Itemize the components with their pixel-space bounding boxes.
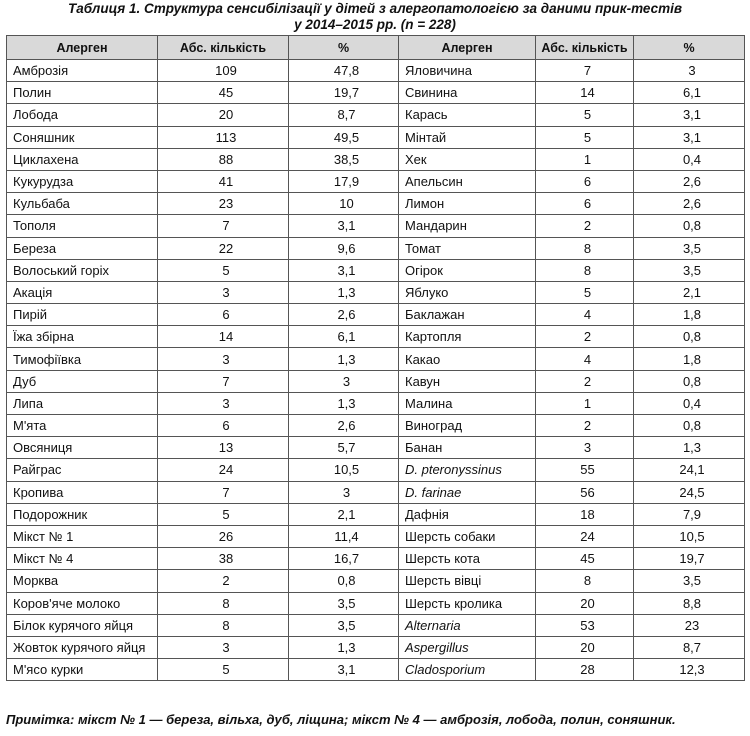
- count-cell: 56: [536, 481, 634, 503]
- table-body: [7, 60, 745, 681]
- percent-cell: 23: [634, 614, 745, 636]
- percent-cell: 47,8: [289, 60, 399, 82]
- percent-cell: 3,5: [289, 614, 399, 636]
- count-cell: 4: [536, 348, 634, 370]
- header-allergen-left: Алерген: [7, 36, 158, 60]
- percent-cell: 3,5: [634, 237, 745, 259]
- allergen-name-cell: Овсяниця: [7, 437, 158, 459]
- allergen-table: [6, 35, 745, 681]
- count-cell: 8: [158, 592, 289, 614]
- allergen-name-cell: D. pteronyssinus: [399, 459, 536, 481]
- count-cell: 7: [158, 370, 289, 392]
- count-cell: 5: [158, 259, 289, 281]
- percent-cell: 10,5: [289, 459, 399, 481]
- count-cell: 6: [536, 170, 634, 192]
- count-cell: 13: [158, 437, 289, 459]
- percent-cell: 3: [289, 481, 399, 503]
- table-row: [7, 548, 745, 570]
- allergen-name-cell: Свинина: [399, 82, 536, 104]
- allergen-name-cell: Банан: [399, 437, 536, 459]
- allergen-name-cell: Яловичина: [399, 60, 536, 82]
- count-cell: 2: [536, 326, 634, 348]
- count-cell: 45: [536, 548, 634, 570]
- table-row: [7, 614, 745, 636]
- percent-cell: 24,1: [634, 459, 745, 481]
- header-row: [7, 36, 745, 60]
- caption-line-2: у 2014–2015 рр. (n = 228): [294, 17, 456, 32]
- percent-cell: 19,7: [289, 82, 399, 104]
- percent-cell: 24,5: [634, 481, 745, 503]
- count-cell: 18: [536, 503, 634, 525]
- allergen-name-cell: Морква: [7, 570, 158, 592]
- allergen-name-cell: Соняшник: [7, 126, 158, 148]
- header-percent-right: %: [634, 36, 745, 60]
- percent-cell: 8,8: [634, 592, 745, 614]
- allergen-name-cell: Тимофіївка: [7, 348, 158, 370]
- percent-cell: 38,5: [289, 148, 399, 170]
- allergen-name-cell: Шерсть собаки: [399, 525, 536, 547]
- count-cell: 113: [158, 126, 289, 148]
- percent-cell: 7,9: [634, 503, 745, 525]
- percent-cell: 8,7: [289, 104, 399, 126]
- allergen-name-cell: Шерсть вівці: [399, 570, 536, 592]
- allergen-name-cell: Cladosporium: [399, 659, 536, 681]
- count-cell: 4: [536, 304, 634, 326]
- table-row: [7, 259, 745, 281]
- allergen-name-cell: Береза: [7, 237, 158, 259]
- count-cell: 23: [158, 193, 289, 215]
- allergen-name-cell: Мікст № 4: [7, 548, 158, 570]
- table-row: [7, 392, 745, 414]
- allergen-name-cell: Липа: [7, 392, 158, 414]
- count-cell: 8: [158, 614, 289, 636]
- table-row: [7, 215, 745, 237]
- percent-cell: 3,5: [289, 592, 399, 614]
- table-row: [7, 503, 745, 525]
- header-count-right: Абс. кількість: [536, 36, 634, 60]
- count-cell: 8: [536, 570, 634, 592]
- count-cell: 24: [158, 459, 289, 481]
- percent-cell: 49,5: [289, 126, 399, 148]
- percent-cell: 3: [634, 60, 745, 82]
- count-cell: 38: [158, 548, 289, 570]
- allergen-name-cell: Білок курячого яйця: [7, 614, 158, 636]
- allergen-name-cell: Кавун: [399, 370, 536, 392]
- allergen-name-cell: Дуб: [7, 370, 158, 392]
- count-cell: 5: [158, 659, 289, 681]
- count-cell: 3: [158, 636, 289, 658]
- count-cell: 3: [536, 437, 634, 459]
- allergen-name-cell: Картопля: [399, 326, 536, 348]
- percent-cell: 9,6: [289, 237, 399, 259]
- percent-cell: 1,3: [289, 636, 399, 658]
- allergen-name-cell: Кульбаба: [7, 193, 158, 215]
- percent-cell: 8,7: [634, 636, 745, 658]
- percent-cell: 5,7: [289, 437, 399, 459]
- count-cell: 24: [536, 525, 634, 547]
- percent-cell: 3,1: [289, 259, 399, 281]
- count-cell: 5: [158, 503, 289, 525]
- percent-cell: 3,1: [634, 126, 745, 148]
- header-percent-left: %: [289, 36, 399, 60]
- percent-cell: 0,8: [634, 415, 745, 437]
- count-cell: 3: [158, 392, 289, 414]
- percent-cell: 3,1: [634, 104, 745, 126]
- count-cell: 2: [536, 415, 634, 437]
- allergen-name-cell: Огірок: [399, 259, 536, 281]
- count-cell: 7: [536, 60, 634, 82]
- allergen-name-cell: Лобода: [7, 104, 158, 126]
- table-row: [7, 281, 745, 303]
- count-cell: 6: [158, 415, 289, 437]
- allergen-name-cell: Шерсть кролика: [399, 592, 536, 614]
- allergen-name-cell: Циклахена: [7, 148, 158, 170]
- table-row: [7, 592, 745, 614]
- header-allergen-right: Алерген: [399, 36, 536, 60]
- percent-cell: 2,6: [634, 170, 745, 192]
- table-note: Примітка: мікст № 1 — береза, вільха, дуб, ліщина; мікст № 4 — амброзія, лобода, полин, соняшник.: [6, 712, 676, 727]
- allergen-name-cell: Волоський горіх: [7, 259, 158, 281]
- allergen-name-cell: Кропива: [7, 481, 158, 503]
- table-row: [7, 459, 745, 481]
- percent-cell: 2,6: [289, 415, 399, 437]
- percent-cell: 1,3: [289, 348, 399, 370]
- percent-cell: 1,3: [289, 281, 399, 303]
- table-row: [7, 370, 745, 392]
- count-cell: 3: [158, 281, 289, 303]
- caption-line-1: Таблиця 1. Структура сенсибілізації у дітей з алергопатологією за даними прик-тестів: [68, 1, 682, 16]
- allergen-name-cell: Мінтай: [399, 126, 536, 148]
- allergen-name-cell: Яблуко: [399, 281, 536, 303]
- table-row: [7, 170, 745, 192]
- percent-cell: 2,6: [289, 304, 399, 326]
- table-row: [7, 525, 745, 547]
- allergen-name-cell: Шерсть кота: [399, 548, 536, 570]
- percent-cell: 11,4: [289, 525, 399, 547]
- count-cell: 5: [536, 104, 634, 126]
- count-cell: 22: [158, 237, 289, 259]
- percent-cell: 1,3: [634, 437, 745, 459]
- header-count-left: Абс. кількість: [158, 36, 289, 60]
- table-row: [7, 104, 745, 126]
- allergen-name-cell: М'ята: [7, 415, 158, 437]
- count-cell: 2: [158, 570, 289, 592]
- allergen-name-cell: Хек: [399, 148, 536, 170]
- count-cell: 109: [158, 60, 289, 82]
- percent-cell: 1,8: [634, 348, 745, 370]
- allergen-name-cell: Мікст № 1: [7, 525, 158, 547]
- count-cell: 2: [536, 370, 634, 392]
- count-cell: 26: [158, 525, 289, 547]
- allergen-name-cell: Акація: [7, 281, 158, 303]
- count-cell: 14: [536, 82, 634, 104]
- percent-cell: 0,8: [634, 215, 745, 237]
- table-row: [7, 348, 745, 370]
- percent-cell: 1,3: [289, 392, 399, 414]
- percent-cell: 6,1: [634, 82, 745, 104]
- table-row: [7, 326, 745, 348]
- count-cell: 41: [158, 170, 289, 192]
- count-cell: 55: [536, 459, 634, 481]
- count-cell: 7: [158, 481, 289, 503]
- percent-cell: 3,5: [634, 259, 745, 281]
- percent-cell: 3,1: [289, 659, 399, 681]
- count-cell: 3: [158, 348, 289, 370]
- allergen-name-cell: Пирій: [7, 304, 158, 326]
- count-cell: 8: [536, 237, 634, 259]
- percent-cell: 2,1: [634, 281, 745, 303]
- percent-cell: 3,1: [289, 215, 399, 237]
- table-row: [7, 570, 745, 592]
- count-cell: 2: [536, 215, 634, 237]
- allergen-name-cell: Виноград: [399, 415, 536, 437]
- table-row: [7, 237, 745, 259]
- percent-cell: 3,5: [634, 570, 745, 592]
- percent-cell: 3: [289, 370, 399, 392]
- percent-cell: 10,5: [634, 525, 745, 547]
- count-cell: 45: [158, 82, 289, 104]
- allergen-name-cell: Карась: [399, 104, 536, 126]
- allergen-name-cell: Малина: [399, 392, 536, 414]
- allergen-name-cell: Їжа збірна: [7, 326, 158, 348]
- table-row: [7, 148, 745, 170]
- table-row: [7, 126, 745, 148]
- percent-cell: 19,7: [634, 548, 745, 570]
- count-cell: 6: [536, 193, 634, 215]
- table-row: [7, 481, 745, 503]
- table-row: [7, 60, 745, 82]
- table-row: [7, 659, 745, 681]
- count-cell: 20: [536, 592, 634, 614]
- percent-cell: 0,8: [289, 570, 399, 592]
- count-cell: 1: [536, 148, 634, 170]
- allergen-name-cell: Томат: [399, 237, 536, 259]
- allergen-name-cell: Дафнія: [399, 503, 536, 525]
- allergen-name-cell: Подорожник: [7, 503, 158, 525]
- allergen-name-cell: Лимон: [399, 193, 536, 215]
- table-row: [7, 193, 745, 215]
- count-cell: 8: [536, 259, 634, 281]
- allergen-name-cell: Кукурудза: [7, 170, 158, 192]
- count-cell: 20: [158, 104, 289, 126]
- count-cell: 20: [536, 636, 634, 658]
- allergen-name-cell: Alternaria: [399, 614, 536, 636]
- percent-cell: 10: [289, 193, 399, 215]
- percent-cell: 0,4: [634, 148, 745, 170]
- table-row: [7, 636, 745, 658]
- allergen-name-cell: Мандарин: [399, 215, 536, 237]
- table-row: [7, 437, 745, 459]
- count-cell: 5: [536, 281, 634, 303]
- count-cell: 7: [158, 215, 289, 237]
- percent-cell: 17,9: [289, 170, 399, 192]
- percent-cell: 2,6: [634, 193, 745, 215]
- count-cell: 6: [158, 304, 289, 326]
- table-row: [7, 415, 745, 437]
- table-caption: [0, 0, 750, 34]
- allergen-name-cell: Апельсин: [399, 170, 536, 192]
- percent-cell: 1,8: [634, 304, 745, 326]
- count-cell: 1: [536, 392, 634, 414]
- count-cell: 5: [536, 126, 634, 148]
- percent-cell: 16,7: [289, 548, 399, 570]
- allergen-name-cell: Какао: [399, 348, 536, 370]
- allergen-name-cell: М'ясо курки: [7, 659, 158, 681]
- allergen-name-cell: Коров'яче молоко: [7, 592, 158, 614]
- allergen-name-cell: Жовток курячого яйця: [7, 636, 158, 658]
- allergen-name-cell: Баклажан: [399, 304, 536, 326]
- percent-cell: 2,1: [289, 503, 399, 525]
- allergen-name-cell: D. farinae: [399, 481, 536, 503]
- table-header: [7, 36, 745, 60]
- percent-cell: 12,3: [634, 659, 745, 681]
- count-cell: 14: [158, 326, 289, 348]
- percent-cell: 0,8: [634, 370, 745, 392]
- percent-cell: 6,1: [289, 326, 399, 348]
- allergen-name-cell: Полин: [7, 82, 158, 104]
- allergen-name-cell: Райграс: [7, 459, 158, 481]
- table-row: [7, 82, 745, 104]
- count-cell: 88: [158, 148, 289, 170]
- percent-cell: 0,4: [634, 392, 745, 414]
- allergen-name-cell: Амброзія: [7, 60, 158, 82]
- allergen-name-cell: Aspergillus: [399, 636, 536, 658]
- percent-cell: 0,8: [634, 326, 745, 348]
- table-row: [7, 304, 745, 326]
- allergen-name-cell: Тополя: [7, 215, 158, 237]
- count-cell: 53: [536, 614, 634, 636]
- count-cell: 28: [536, 659, 634, 681]
